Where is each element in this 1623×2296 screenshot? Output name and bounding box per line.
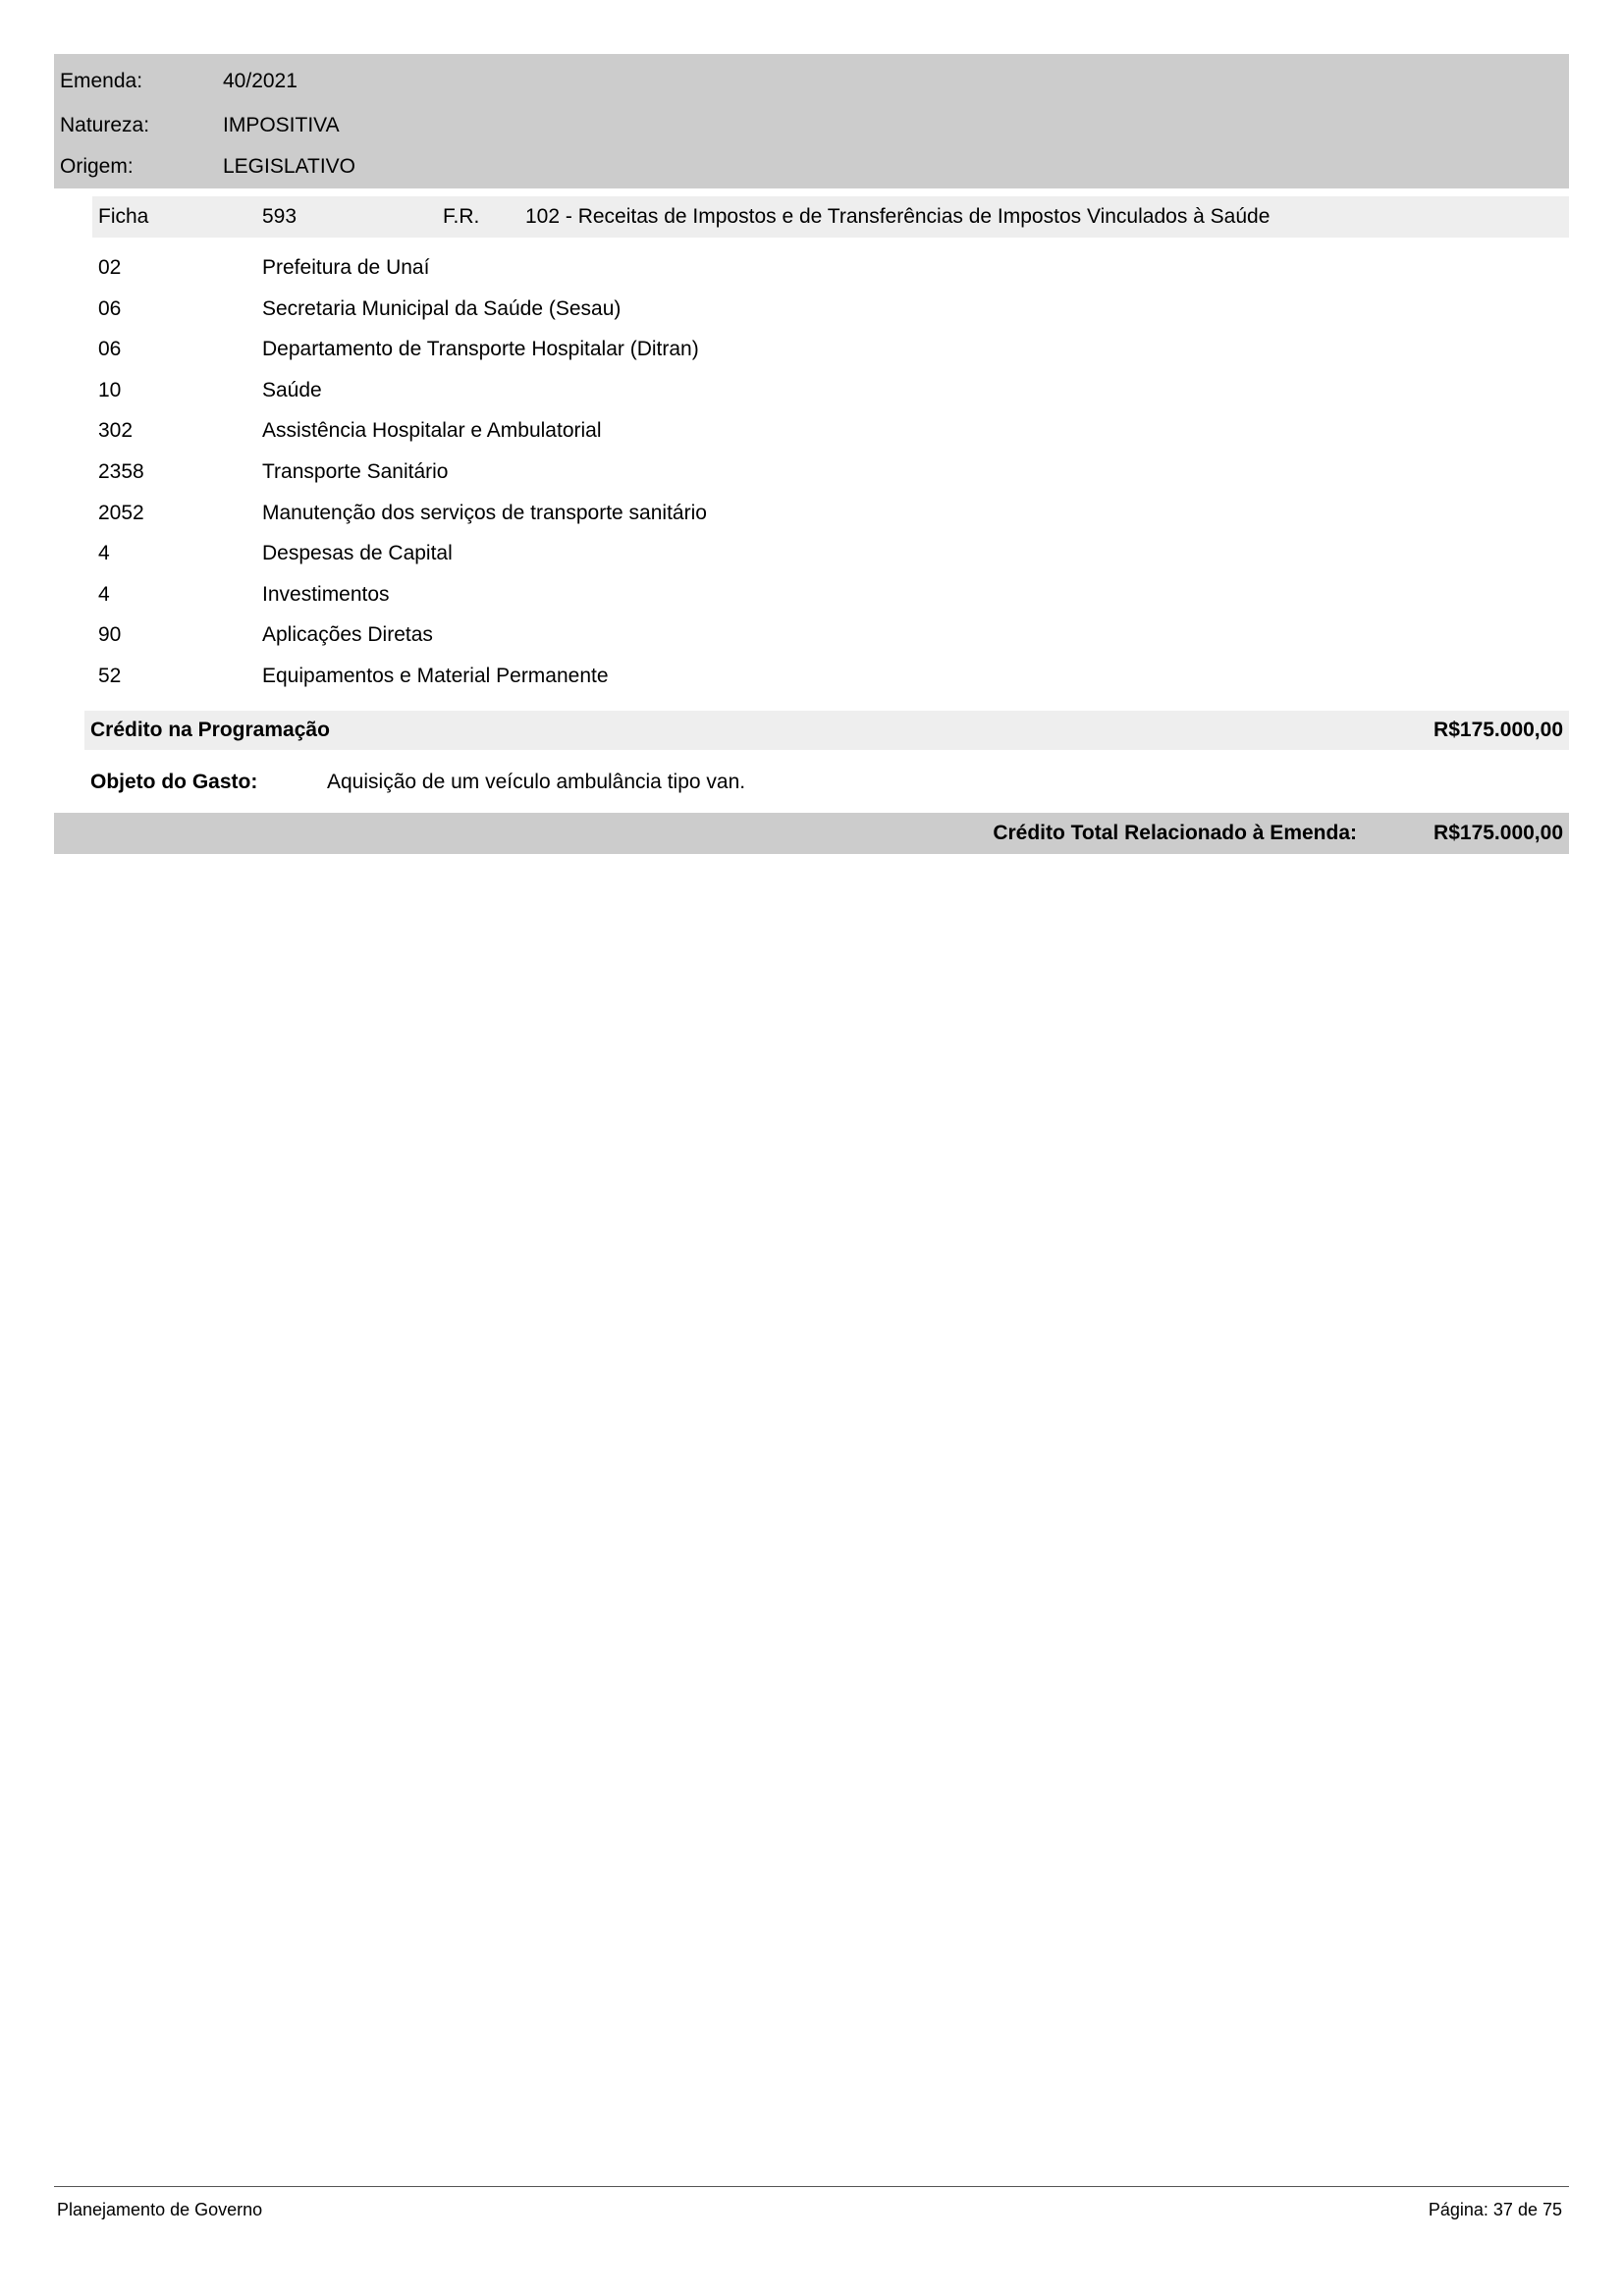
emenda-label: Emenda: (60, 70, 143, 92)
natureza-label: Natureza: (60, 114, 150, 136)
classification-code: 06 (98, 296, 122, 320)
credito-total-value: R$175.000,00 (1434, 822, 1563, 844)
origem-value: LEGISLATIVO (223, 155, 355, 178)
classification-code: 90 (98, 623, 122, 647)
classification-description: Manutenção dos serviços de transporte sanitário (262, 501, 707, 524)
emenda-value: 40/2021 (223, 70, 298, 92)
credito-programacao-value: R$175.000,00 (1434, 719, 1563, 741)
footer-divider (54, 2186, 1569, 2187)
fonte-recurso-label: F.R. (443, 205, 480, 228)
credito-total-label: Crédito Total Relacionado à Emenda: (993, 822, 1357, 844)
classification-code: 52 (98, 664, 122, 687)
classification-description: Departamento de Transporte Hospitalar (Ditran) (262, 338, 699, 361)
classification-code: 302 (98, 419, 134, 443)
ficha-label: Ficha (98, 205, 149, 228)
natureza-value: IMPOSITIVA (223, 114, 340, 136)
classification-description: Investimentos (262, 582, 390, 606)
list-item (98, 582, 1473, 623)
classification-description: Aplicações Diretas (262, 623, 433, 647)
objeto-gasto-value: Aquisição de um veículo ambulância tipo van. (327, 771, 746, 793)
credito-programacao-label: Crédito na Programação (90, 719, 330, 741)
classification-code: 10 (98, 378, 122, 401)
origem-label: Origem: (60, 155, 134, 178)
classification-description: Secretaria Municipal da Saúde (Sesau) (262, 296, 622, 320)
classification-code: 4 (98, 542, 110, 565)
classification-description: Prefeitura de Unaí (262, 256, 430, 279)
list-item (98, 255, 1473, 296)
emenda-header (54, 54, 1569, 188)
classification-description: Assistência Hospitalar e Ambulatorial (262, 419, 602, 443)
list-item (98, 541, 1473, 582)
classification-code: 02 (98, 256, 122, 279)
footer-department: Planejamento de Governo (57, 2200, 263, 2219)
classification-description: Despesas de Capital (262, 542, 453, 565)
list-item (98, 501, 1473, 542)
classification-description: Equipamentos e Material Permanente (262, 664, 609, 687)
classification-code: 06 (98, 338, 122, 361)
classification-description: Saúde (262, 378, 322, 401)
list-item (98, 664, 1473, 705)
classification-code: 4 (98, 582, 110, 606)
ficha-number: 593 (262, 205, 298, 228)
credito-programacao-row (84, 711, 1569, 750)
list-item (98, 622, 1473, 664)
list-item (98, 296, 1473, 338)
objeto-gasto-label: Objeto do Gasto: (90, 771, 258, 793)
classification-code: 2358 (98, 459, 144, 483)
ficha-row (92, 196, 1569, 238)
classification-list (98, 255, 1473, 705)
fonte-recurso-value: 102 - Receitas de Impostos e de Transferências de Impostos Vinculados à Saúde (525, 205, 1271, 228)
list-item (98, 337, 1473, 378)
list-item (98, 459, 1473, 501)
page-number: Página: 37 de 75 (1428, 2200, 1562, 2219)
classification-description: Transporte Sanitário (262, 459, 449, 483)
classification-code: 2052 (98, 501, 144, 524)
credito-total-row (54, 813, 1569, 854)
list-item (98, 378, 1473, 419)
list-item (98, 418, 1473, 459)
